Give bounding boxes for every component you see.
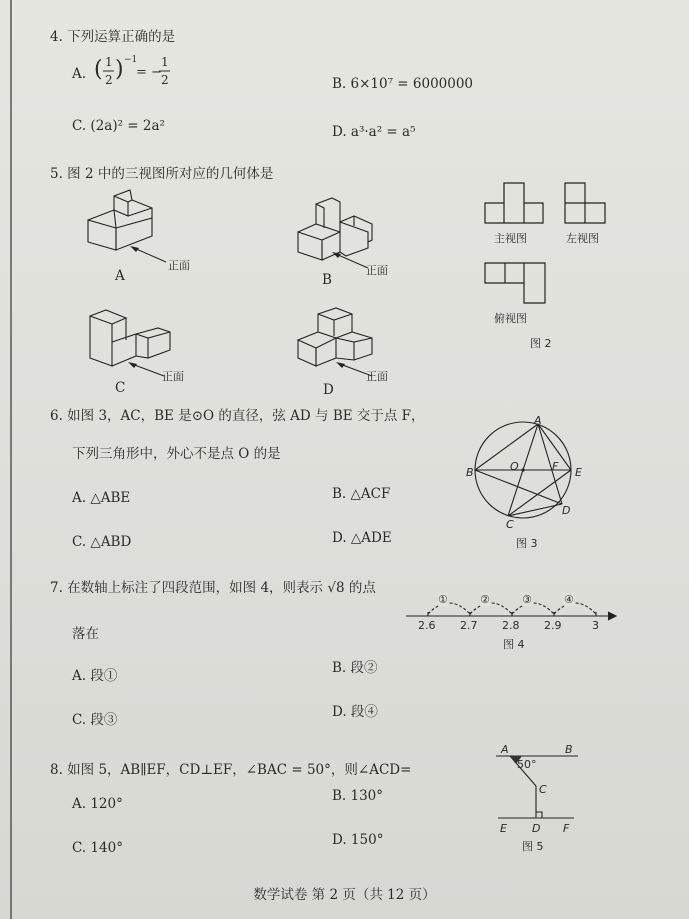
q6-option-c: C. △ABD	[72, 534, 132, 550]
q6-point-o: O	[510, 460, 519, 473]
q7-tick-2-9: 2.9	[544, 619, 562, 632]
q7-segment-3: ③	[522, 593, 532, 606]
q6-point-b: B	[466, 466, 474, 479]
q5-figure-caption: 图 2	[530, 337, 552, 350]
q5-front-label-b: 正面	[366, 264, 388, 277]
q5-top-view-label: 俯视图	[494, 312, 527, 325]
svg-text:1: 1	[161, 55, 169, 69]
q5-option-d: D	[323, 382, 334, 398]
q8-figure-caption: 图 5	[522, 840, 544, 853]
q5-left-view-label: 左视图	[566, 232, 599, 245]
q7-stem-line2: 落在	[72, 626, 99, 642]
svg-text:1: 1	[105, 55, 113, 69]
q5-front-label-a: 正面	[168, 259, 190, 272]
q5-top-view	[484, 262, 546, 304]
q8-point-f: F	[563, 822, 570, 835]
q5-front-view	[484, 182, 544, 224]
q8-option-d: D. 150°	[332, 832, 384, 848]
page-footer: 数学试卷 第 2 页（共 12 页）	[253, 887, 436, 903]
q8-point-a: A	[501, 743, 509, 756]
q6-point-a: A	[534, 414, 542, 427]
q5-option-a: A	[115, 268, 125, 284]
svg-text:−1: −1	[124, 55, 138, 65]
q5-solid-d	[296, 306, 386, 370]
q5-front-view-label: 主视图	[494, 232, 527, 245]
svg-text:(: (	[94, 57, 103, 82]
q7-option-c: C. 段③	[72, 712, 118, 728]
q6-stem-line2: 下列三角形中，外心不是点 O 的是	[72, 446, 281, 462]
q7-option-d: D. 段④	[332, 704, 378, 720]
q7-tick-3: 3	[592, 619, 599, 632]
binding-margin-line	[10, 0, 12, 919]
q6-figure-caption: 图 3	[516, 537, 538, 550]
q5-arrow-a	[130, 246, 170, 266]
q5-solid-c	[88, 310, 188, 370]
q8-point-e: E	[500, 822, 507, 835]
q7-segment-4: ④	[564, 593, 574, 606]
q6-circle-diagram	[470, 412, 590, 542]
q6-option-a: A. △ABE	[72, 490, 131, 506]
q7-stem-line1: 7. 在数轴上标注了四段范围，如图 4，则表示 √8 的点	[50, 580, 376, 596]
q5-front-label-d: 正面	[366, 370, 388, 383]
q7-option-a: A. 段①	[72, 668, 118, 684]
q4-option-c: C. (2a)² = 2a²	[72, 118, 165, 134]
q8-point-c: C	[539, 783, 547, 796]
q7-option-b: B. 段②	[332, 660, 378, 676]
svg-text:2: 2	[105, 73, 113, 87]
q6-point-d: D	[562, 504, 571, 517]
q4-option-a-formula	[92, 54, 182, 94]
q7-tick-2-8: 2.8	[502, 619, 520, 632]
q4-option-b: B. 6×10⁷ = 6000000	[332, 76, 474, 92]
q8-angle-label: 50°	[517, 758, 537, 771]
q8-point-b: B	[565, 743, 573, 756]
q6-option-b: B. △ACF	[332, 486, 391, 502]
q6-point-e: E	[575, 466, 582, 479]
q8-option-a: A. 120°	[72, 796, 123, 812]
svg-text:= −: = −	[136, 65, 162, 80]
q6-point-f: F	[552, 460, 559, 473]
q5-stem: 5. 图 2 中的三视图所对应的几何体是	[50, 166, 274, 182]
q6-point-c: C	[506, 518, 514, 531]
q5-option-b: B	[322, 272, 332, 288]
q7-tick-2-6: 2.6	[418, 619, 436, 632]
q8-point-d: D	[532, 822, 541, 835]
q7-tick-2-7: 2.7	[460, 619, 478, 632]
svg-text:): )	[115, 57, 124, 82]
q6-option-d: D. △ADE	[332, 530, 392, 546]
q8-option-c: C. 140°	[72, 840, 123, 856]
q4-stem: 4. 下列运算正确的是	[50, 29, 176, 45]
q4-option-a-label: A.	[72, 66, 87, 82]
q8-option-b: B. 130°	[332, 788, 384, 804]
q7-segment-1: ①	[438, 593, 448, 606]
q6-stem-line1: 6. 如图 3，AC，BE 是⊙O 的直径，弦 AD 与 BE 交于点 F，	[50, 408, 425, 424]
q8-stem: 8. 如图 5，AB∥EF，CD⊥EF，∠BAC = 50°，则∠ACD=	[50, 762, 412, 778]
q5-front-label-c: 正面	[162, 370, 184, 383]
q4-option-d: D. a³·a² = a⁵	[332, 124, 416, 140]
q7-segment-2: ②	[480, 593, 490, 606]
q7-figure-caption: 图 4	[503, 638, 525, 651]
q5-option-c: C	[115, 380, 126, 396]
q5-left-view	[564, 182, 606, 224]
svg-text:2: 2	[161, 73, 169, 87]
